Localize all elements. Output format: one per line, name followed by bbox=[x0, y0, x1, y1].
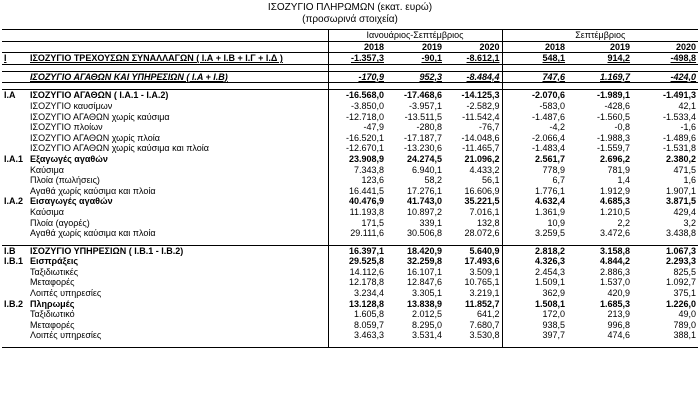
value-cell: 1.509,1 bbox=[502, 277, 567, 288]
table-row bbox=[2, 154, 698, 165]
row-code bbox=[2, 277, 28, 288]
value-cell: 1.508,1 bbox=[502, 299, 567, 310]
row-code: I.A bbox=[2, 90, 28, 101]
value-cell: -1,6 bbox=[680, 122, 697, 133]
value-cell: -8.484,4 bbox=[444, 71, 502, 83]
table-row bbox=[2, 228, 698, 239]
value-cell: 4.844,2 bbox=[600, 256, 631, 267]
spacer-row bbox=[2, 83, 698, 90]
value-cell: 132,8 bbox=[477, 217, 500, 228]
row-code bbox=[2, 288, 28, 299]
value-cell: -0,8 bbox=[614, 122, 631, 133]
balance-of-payments-table bbox=[2, 29, 698, 348]
table-row bbox=[2, 165, 698, 176]
value-cell: -1.560,5 bbox=[597, 111, 631, 122]
value-cell: 6,7 bbox=[502, 175, 567, 186]
row-label: ΙΣΟΖΥΓΙΟ ΑΓΑΘΩΝ χωρίς πλοία bbox=[30, 132, 160, 143]
row-label: Αγαθά χωρίς καύσιμα και πλοία bbox=[30, 228, 156, 239]
row-code bbox=[2, 112, 28, 123]
value-cell: 1.226,0 bbox=[666, 298, 697, 309]
value-cell: -3.850,0 bbox=[328, 101, 386, 112]
row-label: ΙΣΟΖΥΓΙΟ ΑΓΑΘΩΝ χωρίς καύσιμα bbox=[30, 111, 170, 122]
value-cell: 7.680,7 bbox=[469, 319, 500, 330]
value-cell: -583,0 bbox=[502, 101, 567, 112]
row-code bbox=[2, 122, 28, 133]
value-cell: 11.852,7 bbox=[464, 298, 500, 309]
value-cell: 4.685,3 bbox=[600, 196, 631, 207]
value-cell: 914,2 bbox=[567, 53, 632, 65]
row-code bbox=[2, 207, 28, 218]
value-cell: 339,1 bbox=[419, 217, 442, 228]
value-cell: 1.210,5 bbox=[600, 206, 631, 217]
row-label: Αγαθά χωρίς καύσιμα και πλοία bbox=[30, 185, 156, 196]
value-cell: 1.912,9 bbox=[600, 185, 631, 196]
row-label: Ταξιδιωτικές bbox=[30, 266, 79, 277]
year-header: 2019 bbox=[386, 41, 444, 53]
value-cell: 1.685,3 bbox=[600, 298, 631, 309]
value-cell: 172,0 bbox=[502, 309, 567, 320]
value-cell: 2.293,3 bbox=[666, 256, 697, 267]
row-code: I.B.2 bbox=[4, 298, 24, 309]
value-cell: 781,9 bbox=[607, 164, 631, 175]
header-years-row bbox=[2, 41, 698, 53]
value-cell: 375,1 bbox=[673, 288, 697, 299]
row-code bbox=[2, 143, 28, 154]
value-cell: -1.489,6 bbox=[663, 132, 697, 143]
row-code bbox=[2, 71, 28, 83]
value-cell: 213,9 bbox=[607, 309, 631, 320]
table-row bbox=[2, 267, 698, 278]
value-cell: 789,0 bbox=[673, 319, 697, 330]
value-cell: 5.640,9 bbox=[444, 245, 502, 256]
value-cell: -12.670,1 bbox=[328, 143, 386, 154]
row-label: ΙΣΟΖΥΓΙΟ ΑΓΑΘΩΝ ΚΑΙ ΥΠΗΡΕΣΙΩΝ ( Ι.Α + Ι.Β) bbox=[28, 71, 328, 83]
row-label: Ταξιδιωτικό bbox=[30, 309, 75, 320]
value-cell: 16.441,5 bbox=[328, 186, 386, 197]
value-cell: 2.012,5 bbox=[411, 309, 442, 320]
value-cell: 56,1 bbox=[482, 175, 500, 186]
row-code bbox=[2, 165, 28, 176]
value-cell: 28.072,6 bbox=[464, 228, 500, 239]
value-cell: 3.219,1 bbox=[469, 288, 500, 299]
row-label: ΙΣΟΖΥΓΙΟ ΤΡΕΧΟΥΣΩΝ ΣΥΝΑΛΛΑΓΩΝ ( Ι.Α + Ι.Β + Ι.Γ + Ι.Δ ) bbox=[28, 53, 328, 65]
value-cell: 1.605,8 bbox=[328, 309, 386, 320]
value-cell: -1.357,3 bbox=[328, 53, 386, 65]
value-cell: 996,8 bbox=[607, 319, 631, 330]
row-code: I.A.1 bbox=[4, 153, 24, 164]
value-cell: 171,5 bbox=[328, 218, 386, 229]
row-label: ΙΣΟΖΥΓΙΟ πλοίων bbox=[30, 122, 103, 133]
row-code bbox=[2, 101, 28, 112]
value-cell: 13.128,8 bbox=[328, 299, 386, 310]
value-cell: 3.530,8 bbox=[469, 330, 500, 341]
row-code: I.B.1 bbox=[4, 256, 24, 267]
row-label: ΙΣΟΖΥΓΙΟ καυσίμων bbox=[30, 100, 113, 111]
value-cell: 41.743,0 bbox=[406, 196, 442, 207]
value-cell: 548,1 bbox=[502, 53, 567, 65]
table-row bbox=[2, 330, 698, 341]
value-cell: -428,6 bbox=[604, 100, 631, 111]
value-cell: -17.468,6 bbox=[386, 90, 444, 101]
value-cell: -3.957,1 bbox=[408, 100, 442, 111]
value-cell: 12.178,8 bbox=[328, 277, 386, 288]
value-cell: 3.305,1 bbox=[411, 288, 442, 299]
value-cell: -424,0 bbox=[632, 71, 698, 83]
title-line-2: (προσωρινά στοιχεία) bbox=[302, 14, 398, 25]
value-cell: 16.397,1 bbox=[328, 245, 386, 256]
value-cell: 1.776,1 bbox=[502, 186, 567, 197]
table-row bbox=[2, 175, 698, 186]
value-cell: 2.696,2 bbox=[600, 153, 631, 164]
value-cell: 29.525,8 bbox=[328, 256, 386, 267]
row-label: Λοιπές υπηρεσίες bbox=[30, 330, 102, 341]
value-cell: -170,9 bbox=[328, 71, 386, 83]
table-end-row bbox=[2, 341, 698, 348]
value-cell: 8.059,7 bbox=[328, 320, 386, 331]
value-cell: 778,9 bbox=[502, 165, 567, 176]
row-label: Καύσιμα bbox=[30, 206, 64, 217]
value-cell: 17.493,6 bbox=[464, 256, 500, 267]
value-cell: 420,9 bbox=[607, 288, 631, 299]
value-cell: -11.542,4 bbox=[462, 111, 500, 122]
value-cell: 429,4 bbox=[673, 206, 697, 217]
value-cell: -1.533,4 bbox=[663, 111, 697, 122]
table-row bbox=[2, 207, 698, 218]
value-cell: -14.048,6 bbox=[461, 132, 500, 143]
row-label: Εισαγωγές αγαθών bbox=[30, 196, 113, 207]
table-row bbox=[2, 53, 698, 65]
value-cell: 49,0 bbox=[678, 309, 697, 320]
value-cell: 1.537,0 bbox=[600, 277, 631, 288]
row-code bbox=[2, 309, 28, 320]
value-cell: -1.491,3 bbox=[632, 90, 698, 101]
table-row bbox=[2, 186, 698, 197]
value-cell: 3.472,6 bbox=[600, 228, 631, 239]
value-cell: 21.096,2 bbox=[464, 153, 500, 164]
value-cell: 2.886,3 bbox=[600, 266, 631, 277]
value-cell: -1.559,7 bbox=[597, 143, 631, 154]
row-code bbox=[2, 133, 28, 144]
row-code bbox=[2, 267, 28, 278]
row-label: ΙΣΟΖΥΓΙΟ ΑΓΑΘΩΝ χωρίς καύσιμα και πλοία bbox=[30, 143, 210, 154]
title-line-1: ΙΣΟΖΥΓΙΟ ΠΛΗΡΩΜΩΝ (εκατ. ευρώ) bbox=[267, 2, 433, 13]
table-row bbox=[2, 218, 698, 229]
value-cell: 1.361,9 bbox=[502, 207, 567, 218]
value-cell: 471,5 bbox=[673, 164, 697, 175]
value-cell: 16.606,9 bbox=[464, 185, 500, 196]
value-cell: -4,2 bbox=[502, 122, 567, 133]
value-cell: 2.380,2 bbox=[666, 153, 697, 164]
value-cell: 23.908,9 bbox=[328, 154, 386, 165]
value-cell: 938,5 bbox=[502, 320, 567, 331]
value-cell: 3,2 bbox=[683, 217, 697, 228]
table-row bbox=[2, 112, 698, 123]
row-code: I.A.2 bbox=[4, 196, 24, 207]
value-cell: 4.433,2 bbox=[469, 164, 500, 175]
year-header: 2020 bbox=[444, 41, 502, 53]
value-cell: -17.187,7 bbox=[403, 132, 442, 143]
value-cell: -13.511,5 bbox=[404, 111, 442, 122]
value-cell: 42,1 bbox=[678, 100, 697, 111]
value-cell: 7.343,8 bbox=[328, 165, 386, 176]
value-cell: -2.066,4 bbox=[502, 133, 567, 144]
row-code bbox=[2, 320, 28, 331]
table-row bbox=[2, 71, 698, 83]
row-code: I.B bbox=[2, 245, 28, 256]
value-cell: 12.847,6 bbox=[406, 277, 442, 288]
value-cell: 397,7 bbox=[502, 330, 567, 341]
value-cell: 58,2 bbox=[424, 175, 442, 186]
spacer-row bbox=[2, 64, 698, 71]
value-cell: 1,4 bbox=[617, 175, 631, 186]
year-header: 2018 bbox=[328, 41, 386, 53]
value-cell: 388,1 bbox=[673, 330, 697, 341]
value-cell: -11.465,7 bbox=[462, 143, 500, 154]
value-cell: 2,2 bbox=[617, 217, 631, 228]
value-cell: 362,9 bbox=[502, 288, 567, 299]
value-cell: -16.568,0 bbox=[328, 90, 386, 101]
value-cell: 3.234,4 bbox=[328, 288, 386, 299]
row-label: Λοιπές υπηρεσίες bbox=[30, 288, 102, 299]
row-label: Πλοία (πωλήσεις) bbox=[30, 175, 100, 186]
value-cell: 32.259,8 bbox=[406, 256, 442, 267]
value-cell: 18.420,9 bbox=[386, 245, 444, 256]
value-cell: 1,6 bbox=[683, 175, 697, 186]
table-row bbox=[2, 288, 698, 299]
row-code bbox=[2, 218, 28, 229]
row-code bbox=[2, 186, 28, 197]
value-cell: -498,8 bbox=[632, 53, 698, 65]
value-cell: 16.107,1 bbox=[406, 266, 442, 277]
table-row bbox=[2, 277, 698, 288]
value-cell: 1.067,3 bbox=[632, 245, 698, 256]
value-cell: 123,6 bbox=[328, 175, 386, 186]
row-label: Μεταφορές bbox=[30, 277, 75, 288]
table-row bbox=[2, 309, 698, 320]
row-label: Πληρωμές bbox=[30, 298, 75, 309]
row-code bbox=[2, 330, 28, 341]
value-cell: 1.169,7 bbox=[567, 71, 632, 83]
value-cell: 2.454,3 bbox=[502, 267, 567, 278]
value-cell: 1.092,7 bbox=[666, 277, 697, 288]
value-cell: -1.989,1 bbox=[567, 90, 632, 101]
value-cell: 474,6 bbox=[607, 330, 631, 341]
table-row bbox=[2, 245, 698, 256]
row-code bbox=[2, 175, 28, 186]
value-cell: 4.326,3 bbox=[502, 256, 567, 267]
value-cell: 3.438,8 bbox=[666, 228, 697, 239]
value-cell: -14.125,3 bbox=[444, 90, 502, 101]
value-cell: -13.230,6 bbox=[403, 143, 442, 154]
table-row bbox=[2, 143, 698, 154]
value-cell: 3.531,4 bbox=[411, 330, 442, 341]
value-cell: 3.463,3 bbox=[328, 330, 386, 341]
table-row bbox=[2, 196, 698, 207]
table-row bbox=[2, 90, 698, 101]
table-row bbox=[2, 256, 698, 267]
value-cell: 4.632,4 bbox=[502, 196, 567, 207]
value-cell: 747,6 bbox=[502, 71, 567, 83]
period1-header: Ιανουάριος-Σεπτέμβριος bbox=[328, 30, 502, 42]
value-cell: 13.838,9 bbox=[406, 298, 442, 309]
value-cell: 3.158,8 bbox=[567, 245, 632, 256]
value-cell: 30.506,8 bbox=[406, 228, 442, 239]
table-row bbox=[2, 133, 698, 144]
value-cell: 3.871,5 bbox=[666, 196, 697, 207]
value-cell: 641,2 bbox=[477, 309, 500, 320]
value-cell: 7.016,1 bbox=[469, 206, 500, 217]
value-cell: 8.295,0 bbox=[411, 319, 442, 330]
value-cell: 3.259,5 bbox=[502, 228, 567, 239]
value-cell: -8.612,1 bbox=[444, 53, 502, 65]
row-label: ΙΣΟΖΥΓΙΟ ΑΓΑΘΩΝ ( Ι.Α.1 - Ι.Α.2) bbox=[28, 90, 328, 101]
value-cell: 10.765,1 bbox=[464, 277, 500, 288]
year-header: 2020 bbox=[632, 41, 698, 53]
value-cell: -76,7 bbox=[479, 122, 500, 133]
row-code bbox=[2, 228, 28, 239]
row-label: Μεταφορές bbox=[30, 319, 75, 330]
value-cell: -90,1 bbox=[386, 53, 444, 65]
value-cell: 2.818,2 bbox=[502, 245, 567, 256]
row-code: I bbox=[2, 53, 28, 65]
value-cell: 6.940,1 bbox=[411, 164, 442, 175]
value-cell: -12.718,0 bbox=[328, 112, 386, 123]
value-cell: -16.520,1 bbox=[328, 133, 386, 144]
value-cell: 10,9 bbox=[502, 218, 567, 229]
value-cell: -2.582,9 bbox=[466, 100, 500, 111]
value-cell: -280,8 bbox=[416, 122, 442, 133]
value-cell: 40.476,9 bbox=[328, 196, 386, 207]
report-title bbox=[0, 2, 700, 26]
row-label: ΙΣΟΖΥΓΙΟ ΥΠΗΡΕΣΙΩΝ ( Ι.Β.1 - Ι.Β.2) bbox=[28, 245, 328, 256]
value-cell: -2.070,6 bbox=[502, 90, 567, 101]
value-cell: 2.561,7 bbox=[502, 154, 567, 165]
value-cell: 11.193,8 bbox=[328, 207, 386, 218]
row-label: Καύσιμα bbox=[30, 164, 64, 175]
value-cell: 1.907,1 bbox=[666, 185, 697, 196]
value-cell: 10.897,2 bbox=[406, 206, 442, 217]
row-label: Εξαγωγές αγαθών bbox=[30, 153, 108, 164]
value-cell: 14.112,6 bbox=[328, 267, 386, 278]
value-cell: -1.531,8 bbox=[663, 143, 697, 154]
value-cell: 35.221,5 bbox=[464, 196, 500, 207]
value-cell: 3.509,1 bbox=[469, 266, 500, 277]
value-cell: -47,9 bbox=[328, 122, 386, 133]
value-cell: -1.988,3 bbox=[597, 132, 631, 143]
period2-header: Σεπτέμβριος bbox=[502, 30, 698, 42]
value-cell: 17.276,1 bbox=[406, 185, 442, 196]
value-cell: -1.487,6 bbox=[502, 112, 567, 123]
value-cell: 825,5 bbox=[673, 266, 697, 277]
row-label: Πλοία (αγορές) bbox=[30, 217, 90, 228]
value-cell: 24.274,5 bbox=[406, 153, 442, 164]
value-cell: 29.111,6 bbox=[328, 228, 386, 239]
table-row bbox=[2, 101, 698, 112]
value-cell: -1.483,4 bbox=[502, 143, 567, 154]
value-cell: 952,3 bbox=[386, 71, 444, 83]
header-periods-row bbox=[2, 30, 698, 42]
year-header: 2019 bbox=[567, 41, 632, 53]
table-row bbox=[2, 320, 698, 331]
table-row bbox=[2, 122, 698, 133]
year-header: 2018 bbox=[502, 41, 567, 53]
row-label: Εισπράξεις bbox=[30, 256, 79, 267]
table-row bbox=[2, 299, 698, 310]
